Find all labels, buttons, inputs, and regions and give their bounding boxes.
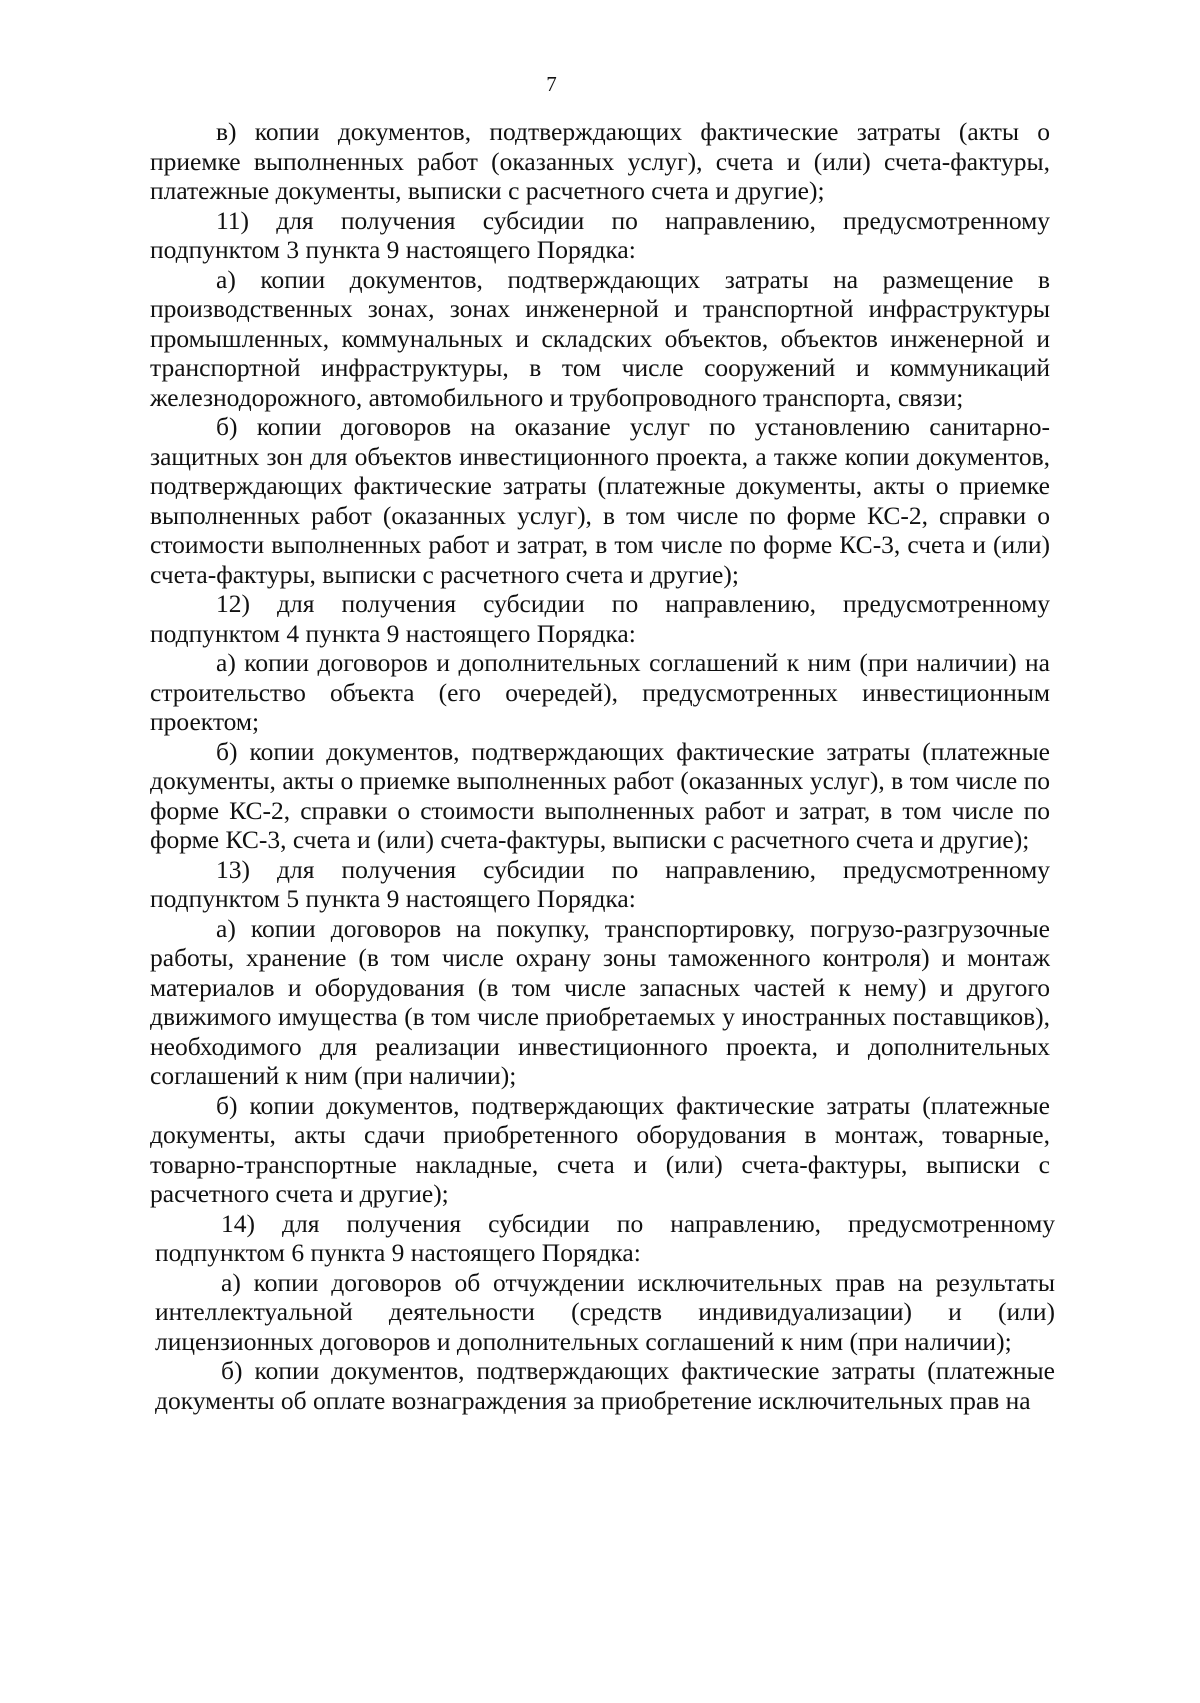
paragraph-10v: в) копии документов, подтверждающих фактические затраты (акты о приемке выполненных работ (оказанных услуг), счета и (или) счета-фактуры, платежные документы, выписки с расчетного счета и другие); [150,117,1050,205]
paragraph-12b: б) копии документов, подтверждающих фактические затраты (платежные документы, акты о приемке выполненных работ (оказанных услуг), в том числе по форме КС-2, справки о стоимости выполненных работ и затрат, в том числе по форме КС-3, счета и (или) счета-фактуры, выписки с расчетного счета и другие); [150,736,1050,854]
paragraph-11: 11) для получения субсидии по направлению, предусмотренному подпунктом 3 пункта 9 настоящего Порядка: [150,205,1050,264]
document-body [150,117,1055,1415]
paragraph-14a: а) копии договоров об отчуждении исключительных прав на результаты интеллектуальной деятельности (средств индивидуализации) и (или) лицензионных договоров и дополнительных соглашений к ним (при наличии); [155,1267,1055,1356]
paragraph-12: 12) для получения субсидии по направлению, предусмотренному подпунктом 4 пункта 9 настоящего Порядка: [150,589,1050,648]
page-number: 7 [546,72,557,96]
paragraph-13a: а) копии договоров на покупку, транспортировку, погрузо-разгрузочные работы, хранение (в том числе охрану зоны таможенного контроля) и монтаж материалов и оборудования (в том числе запасных частей к нему) и другого движимого имущества (в том числе приобретаемых у иностранных поставщиков), необходимого для реализации инвестиционного проекта, и дополнительных соглашений к ним (при наличии); [150,913,1050,1090]
paragraph-14: 14) для получения субсидии по направлению, предусмотренному подпунктом 6 пункта 9 настоящего Порядка: [155,1208,1055,1267]
paragraph-14b: б) копии документов, подтверждающих фактические затраты (платежные документы об оплате вознаграждения за приобретение исключительных прав на [155,1356,1055,1415]
paragraph-12a: а) копии договоров и дополнительных соглашений к ним (при наличии) на строительство объекта (его очередей), предусмотренных инвестиционным проектом; [150,648,1050,736]
paragraph-13b: б) копии документов, подтверждающих фактические затраты (платежные документы, акты сдачи приобретенного оборудования в монтаж, товарные, товарно-транспортные накладные, счета и (или) счета-фактуры, выписки с расчетного счета и другие); [150,1090,1050,1208]
paragraph-11a: а) копии документов, подтверждающих затраты на размещение в производственных зонах, зонах инженерной и транспортной инфраструктуры промышленных, коммунальных и складских объектов, объектов инженерной и транспортной инфраструктуры, в том числе сооружений и коммуникаций железнодорожного, автомобильного и трубопроводного транспорта, связи; [150,264,1050,412]
paragraph-13: 13) для получения субсидии по направлению, предусмотренному подпунктом 5 пункта 9 настоящего Порядка: [150,854,1050,913]
paragraph-11b: б) копии договоров на оказание услуг по установлению санитарно-защитных зон для объектов инвестиционного проекта, а также копии документов, подтверждающих фактические затраты (платежные документы, акты о приемке выполненных работ (оказанных услуг), в том числе по форме КС-2, справки о стоимости выполненных работ и затрат, в том числе по форме КС-3, счета и (или) счета-фактуры, выписки с расчетного счета и другие); [150,412,1050,589]
